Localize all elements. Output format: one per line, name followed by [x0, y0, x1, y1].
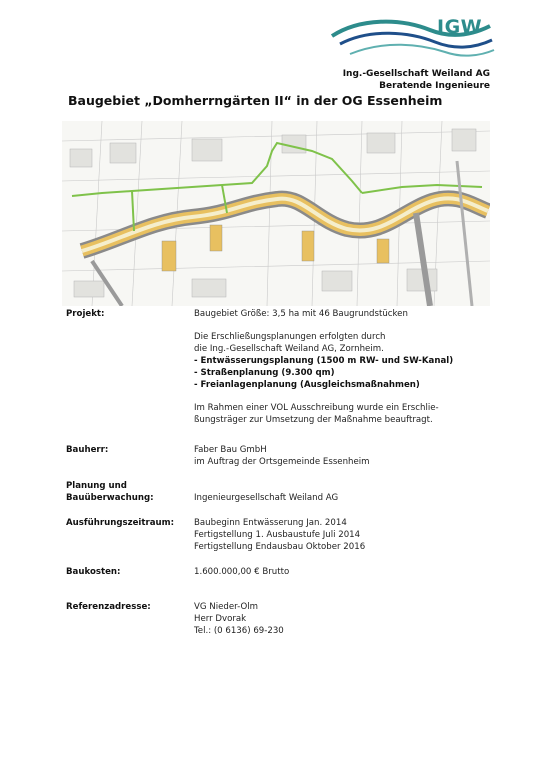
planung-value: Ingenieurgesellschaft Weiland AG — [194, 493, 339, 503]
bauherr-name: Faber Bau GmbH — [194, 445, 267, 455]
page-title: Baugebiet „Domherrngärten II“ in der OG Essenheim — [68, 93, 443, 108]
site-plan-map — [62, 121, 490, 306]
referenz-label: Referenzadresse: — [66, 602, 151, 612]
zeitraum-line-1: Baubeginn Entwässerung Jan. 2014 — [194, 518, 347, 528]
bauherr-label: Bauherr: — [66, 445, 109, 455]
projekt-text-4: ßungsträger zur Umsetzung der Maßnahme beauftragt. — [194, 415, 433, 425]
projekt-bullet-1: - Entwässerungsplanung (1500 m RW- und SW-Kanal) — [194, 356, 454, 366]
projekt-size: Baugebiet Größe: 3,5 ha mit 46 Baugrundstücken — [194, 309, 408, 319]
projekt-text-2: die Ing.-Gesellschaft Weiland AG, Zornheim. — [194, 344, 384, 354]
zeitraum-line-2: Fertigstellung 1. Ausbaustufe Juli 2014 — [194, 530, 361, 540]
planung-label-2: Bauüberwachung: — [66, 493, 154, 503]
referenz-line-1: VG Nieder-Olm — [194, 602, 258, 612]
logo-text: IGW — [437, 16, 483, 38]
referenz-line-3: Tel.: (0 6136) 69-230 — [194, 626, 284, 636]
zeitraum-label: Ausführungszeitraum: — [66, 518, 175, 528]
zeitraum-line-3: Fertigstellung Endausbau Oktober 2016 — [194, 542, 366, 552]
company-name: Ing.-Gesellschaft Weiland AG — [342, 69, 490, 79]
company-block — [343, 68, 490, 92]
projekt-text-3: Im Rahmen einer VOL Ausschreibung wurde ein Erschlie- — [194, 403, 439, 413]
kosten-value: 1.600.000,00 € Brutto — [194, 567, 290, 577]
projekt-text-1: Die Erschließungsplanungen erfolgten durch — [194, 332, 386, 342]
company-subtitle: Beratende Ingenieure — [379, 81, 490, 91]
planung-label-1: Planung und — [66, 481, 127, 491]
kosten-label: Baukosten: — [66, 567, 121, 577]
referenz-line-2: Herr Dvorak — [194, 614, 247, 624]
projekt-bullet-2: - Straßenplanung (9.300 qm) — [194, 368, 335, 378]
projekt-label: Projekt: — [66, 309, 105, 319]
projekt-bullet-3: - Freianlagenplanung (Ausgleichsmaßnahmen) — [194, 380, 420, 390]
bauherr-auftrag: im Auftrag der Ortsgemeinde Essenheim — [194, 457, 370, 467]
